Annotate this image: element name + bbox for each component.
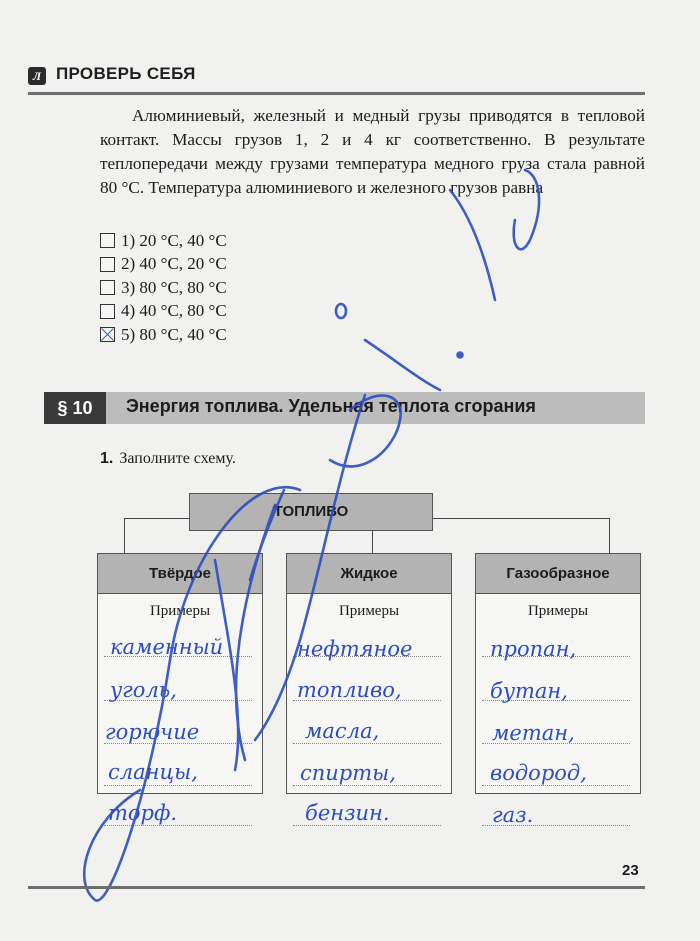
task-number: 1. [100,450,114,467]
task-text: Заполните схему. [119,450,236,467]
handwritten-answer: сланцы, [108,760,198,784]
section-number: § 10 [44,392,106,424]
option-label: 3) 80 °C, 80 °C [121,277,227,297]
column-subtitle: Примеры [338,603,400,619]
chapter-badge-icon: Л [28,67,46,85]
section-title: Энергия топлива. Удельная теплота сгорания [126,396,536,416]
option-label: 1) 20 °C, 40 °C [121,230,227,250]
handwritten-answer: водород, [490,761,587,785]
column-title: Твёрдое [98,554,262,594]
column-title: Газообразное [476,554,640,594]
handwritten-answer: горючие [105,720,200,744]
handwritten-answer: бутан, [490,679,568,703]
footer-divider [28,886,645,889]
handwritten-answer: газ. [492,803,534,827]
column-title: Жидкое [287,554,451,594]
handwritten-answer: торф. [108,801,178,825]
handwritten-answer: бензин. [305,801,390,825]
handwritten-answer: нефтяное [297,637,413,661]
handwritten-answer: топливо, [297,678,402,702]
handwritten-answer: уголь, [110,678,177,702]
handwritten-answer: спирты, [300,761,396,785]
handwritten-answer: каменный [110,635,224,659]
handwritten-answer: масла, [305,719,380,743]
option-label: 4) 40 °C, 80 °C [121,301,227,321]
handwritten-answer: пропан, [490,637,577,661]
column-subtitle: Примеры [527,603,589,619]
section-heading: ПРОВЕРЬ СЕБЯ [56,64,196,83]
page-number: 23 [622,862,639,879]
option-label: 2) 40 °C, 20 °C [121,254,227,274]
option-label: 5) 80 °C, 40 °C [121,324,227,344]
handwritten-answer: метан, [492,721,575,745]
problem-text: Алюминиевый, железный и медный грузы приводятся в тепловой контакт. Массы грузов 1, 2 и 4 кг соответственно. В результате теплопередачи между грузами температура медного груза стала равной 80 °C. Температура алюминиевого и железного грузов равна [100,106,645,197]
column-subtitle: Примеры [149,603,211,619]
schema-root-box: ТОПЛИВО [189,493,433,531]
